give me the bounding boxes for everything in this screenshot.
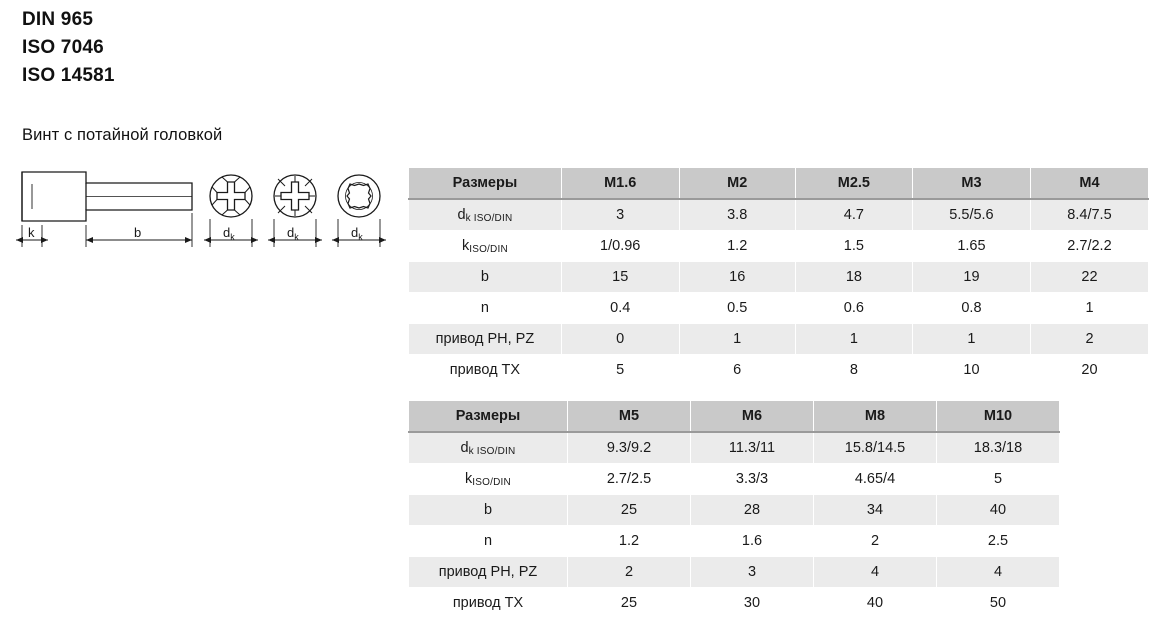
cell-value: 9.3/9.2	[568, 432, 691, 464]
header-cell-m2-5: M2.5	[795, 168, 912, 200]
row-label-b: b	[409, 262, 562, 293]
cell-value: 18.3/18	[937, 432, 1060, 464]
header-cell-m3: M3	[912, 168, 1030, 200]
cell-value: 4.7	[795, 199, 912, 231]
cell-value: 11.3/11	[691, 432, 814, 464]
table-row	[409, 557, 1060, 588]
cell-value: 6	[679, 355, 795, 386]
cell-value: 30	[691, 588, 814, 619]
standard-line-iso7046: ISO 7046	[22, 37, 104, 58]
cell-value: 0.5	[679, 293, 795, 324]
cell-value: 8.4/7.5	[1030, 199, 1148, 231]
page-title: Винт с потайной головкой	[22, 126, 223, 144]
row-label-drive-tx: привод TX	[409, 588, 568, 619]
header-cell-m2: M2	[679, 168, 795, 200]
header-cell-m4: M4	[1030, 168, 1148, 200]
cell-value: 3.3/3	[691, 464, 814, 495]
cell-value: 4.65/4	[814, 464, 937, 495]
svg-text:k: k	[28, 225, 35, 240]
cell-value: 1.6	[691, 526, 814, 557]
table-row	[409, 432, 1060, 464]
row-label-dk: dk ISO/DIN	[409, 432, 568, 464]
cell-value: 2	[568, 557, 691, 588]
cell-value: 18	[795, 262, 912, 293]
cell-value: 2	[1030, 324, 1148, 355]
row-label-b: b	[409, 495, 568, 526]
row-label-n: n	[409, 526, 568, 557]
row-label-drive-tx: привод TX	[409, 355, 562, 386]
row-label-dk: dk ISO/DIN	[409, 199, 562, 231]
cell-value: 25	[568, 588, 691, 619]
cell-value: 1.2	[679, 231, 795, 262]
header-cell-m1-6: M1.6	[561, 168, 679, 200]
cell-value: 5	[561, 355, 679, 386]
svg-text:b: b	[134, 225, 142, 240]
standard-line-din965: DIN 965	[22, 9, 94, 30]
cell-value: 0.8	[912, 293, 1030, 324]
dimensions-table-1	[408, 167, 1149, 386]
cell-value: 15.8/14.5	[814, 432, 937, 464]
cell-value: 8	[795, 355, 912, 386]
cell-value: 2.7/2.2	[1030, 231, 1148, 262]
cell-value: 0.4	[561, 293, 679, 324]
cell-value: 1.5	[795, 231, 912, 262]
cell-value: 25	[568, 495, 691, 526]
cell-value: 4	[814, 557, 937, 588]
cell-value: 2.5	[937, 526, 1060, 557]
cell-value: 1	[795, 324, 912, 355]
table-row	[409, 199, 1149, 231]
cell-value: 40	[937, 495, 1060, 526]
cell-value: 16	[679, 262, 795, 293]
cell-value: 28	[691, 495, 814, 526]
cell-value: 1/0.96	[561, 231, 679, 262]
row-label-drive-ph-pz: привод PH, PZ	[409, 324, 562, 355]
dimensions-table-2-wrapper	[408, 400, 1060, 619]
cell-value: 0	[561, 324, 679, 355]
cell-value: 4	[937, 557, 1060, 588]
dimensions-table-2	[408, 400, 1060, 619]
cell-value: 1	[912, 324, 1030, 355]
cell-value: 3	[561, 199, 679, 231]
dimensions-table-1-wrapper	[408, 167, 1149, 386]
header-cell-m6: M6	[691, 401, 814, 433]
cell-value: 20	[1030, 355, 1148, 386]
cell-value: 3	[691, 557, 814, 588]
cell-value: 1	[679, 324, 795, 355]
cell-value: 15	[561, 262, 679, 293]
cell-value: 19	[912, 262, 1030, 293]
table-row	[409, 464, 1060, 495]
header-cell-m5: M5	[568, 401, 691, 433]
cell-value: 5.5/5.6	[912, 199, 1030, 231]
standard-line-iso14581: ISO 14581	[22, 65, 115, 86]
table-row	[409, 293, 1149, 324]
cell-value: 1.65	[912, 231, 1030, 262]
row-label-k: kISO/DIN	[409, 464, 568, 495]
row-label-n: n	[409, 293, 562, 324]
header-cell-m8: M8	[814, 401, 937, 433]
svg-text:dk: $d_k$	[351, 225, 363, 242]
cell-value: 2.7/2.5	[568, 464, 691, 495]
row-label-drive-ph-pz: привод PH, PZ	[409, 557, 568, 588]
cell-value: 0.6	[795, 293, 912, 324]
cell-value: 22	[1030, 262, 1148, 293]
table-row	[409, 495, 1060, 526]
header-cell-label: Размеры	[409, 168, 562, 200]
cell-value: 2	[814, 526, 937, 557]
table-header-row	[409, 401, 1060, 433]
cell-value: 10	[912, 355, 1030, 386]
svg-text:dk: $d_k$	[287, 225, 299, 242]
table-row	[409, 355, 1149, 386]
row-label-k: kISO/DIN	[409, 231, 562, 262]
cell-value: 1.2	[568, 526, 691, 557]
cell-value: 50	[937, 588, 1060, 619]
table-row	[409, 231, 1149, 262]
table-header-row	[409, 168, 1149, 200]
cell-value: 5	[937, 464, 1060, 495]
table-row	[409, 526, 1060, 557]
header-cell-label: Размеры	[409, 401, 568, 433]
countersunk-screw-diagram	[10, 165, 400, 270]
cell-value: 34	[814, 495, 937, 526]
cell-value: 3.8	[679, 199, 795, 231]
table-row	[409, 324, 1149, 355]
svg-text:dk: $d_k$	[223, 225, 235, 242]
table-row	[409, 588, 1060, 619]
header-cell-m10: M10	[937, 401, 1060, 433]
cell-value: 40	[814, 588, 937, 619]
table-row	[409, 262, 1149, 293]
standards-heading	[22, 6, 362, 90]
cell-value: 1	[1030, 293, 1148, 324]
